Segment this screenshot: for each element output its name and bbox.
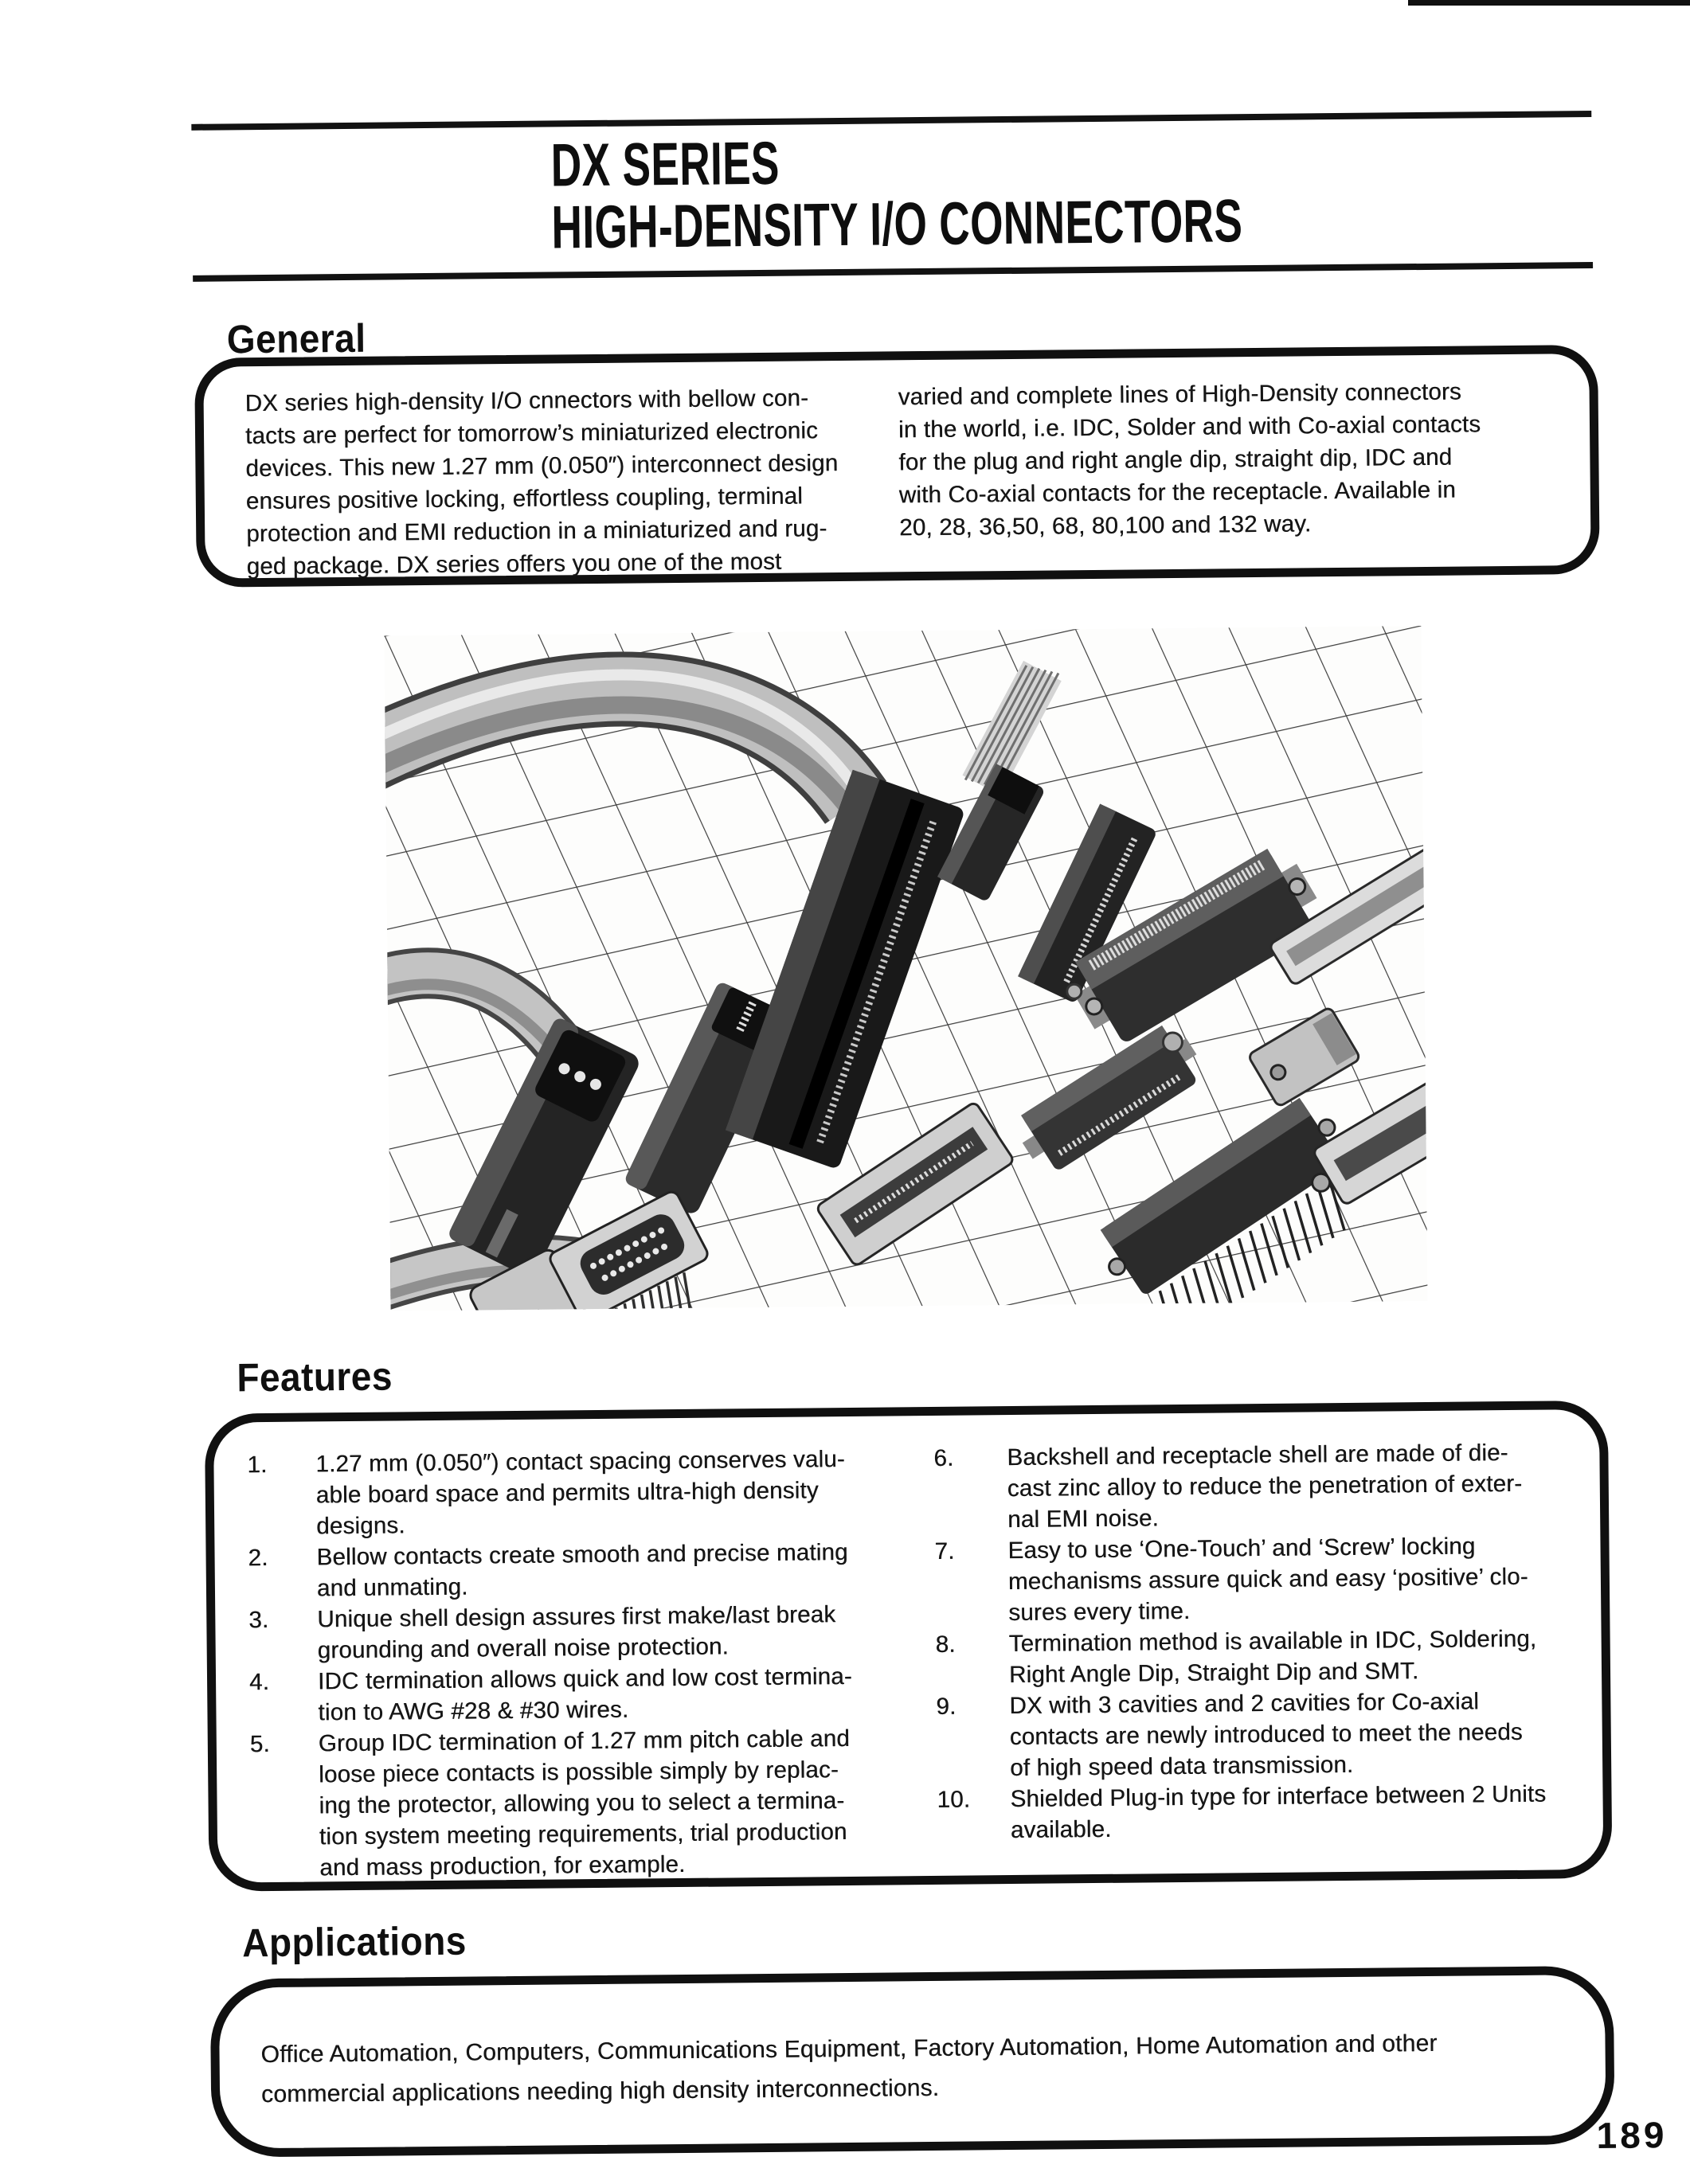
feature-number: 10. [937,1786,971,1813]
page-number: 189 [1596,2114,1668,2157]
page-title [550,126,1539,260]
header-rule-bottom [193,262,1593,282]
connectors-photo [384,626,1427,1311]
feature-item [937,1778,1582,1846]
feature-number: 7. [934,1537,955,1565]
feature-number: 5. [249,1730,271,1758]
features-box [205,1401,1613,1892]
feature-text: 1.27 mm (0.050″) contact spacing conserves valu- able board space and permits ultra-high density designs. [315,1446,846,1540]
general-text-col1: DX series high-density I/O cnnectors with bellow con- tacts are perfect for tomorrow’s miniaturized electronic devices. This new 1.27 mm (0.050″) interconnect design ensures positive locking, effortless coupling, terminal protection and EMI reduction in a miniaturized and rug- ged package. DX series offers you one of the most [245,385,839,580]
loose-screw [1163,1033,1182,1052]
feature-number: 9. [936,1693,956,1720]
feature-number: 1. [247,1451,268,1479]
feature-number: 8. [935,1631,956,1658]
feature-item [248,1536,935,1604]
general-heading: General [226,315,366,362]
features-heading: Features [237,1354,393,1401]
feature-item [935,1623,1581,1691]
feature-number: 4. [248,1668,270,1696]
applications-box [210,1966,1615,2158]
general-text-col2: varied and complete lines of High-Density connectors in the world, i.e. IDC, Solder and with Co-axial contacts for the plug and right angle dip, straight dip, IDC and with Co-axial contacts for the receptacle. Available in 20, 28, 36,50, 68, 80,100 and 132 way. [898,378,1481,541]
feature-text: Termination method is available in IDC, Soldering, Right Angle Dip, Straight Dip and SMT. [1008,1625,1537,1689]
feature-text: Group IDC termination of 1.27 mm pitch cable and loose piece contacts is possible simply by replac- ing the protector, allowing you to select a termina- tion system meeting requirements, trial production and mass production, for example. [318,1725,851,1881]
loose-nut [1067,984,1082,998]
general-box [194,345,1600,588]
feature-item [933,1436,1579,1536]
feature-text: IDC termination allows quick and low cost termina- tion to AWG #28 & #30 wires. [317,1662,852,1726]
title-line-2: HIGH-DENSITY I/O CONNECTORS [551,187,1243,262]
title-line-1: DX SERIES [550,129,780,200]
feature-number: 2. [248,1544,268,1572]
feature-text: Shielded Plug-in type for interface between 2 Units available. [1010,1780,1547,1844]
feature-item [934,1530,1580,1629]
feature-item [250,1722,938,1884]
applications-heading: Applications [241,1918,467,1966]
feature-text: Backshell and receptacle shell are made of die- cast zinc alloy to reduce the penetration of exter- nal EMI noise. [1007,1440,1523,1533]
feature-item [247,1443,934,1542]
feature-item [936,1685,1582,1784]
feature-text: Unique shell design assures first make/last break grounding and overall noise protection. [317,1601,836,1664]
applications-text: Office Automation, Computers, Communications Equipment, Factory Automation, Home Automation and other commercial applications needing high density interconnections. [260,2030,1438,2108]
features-col-right [933,1436,1582,1876]
feature-item [249,1660,937,1729]
feature-number: 3. [248,1606,269,1634]
feature-number: 6. [933,1444,954,1471]
feature-text: Bellow contacts create smooth and precise mating and unmating. [316,1538,848,1602]
features-col-left [247,1443,937,1882]
feature-item [248,1598,936,1666]
feature-text: Easy to use ‘One-Touch’ and ‘Screw’ locking mechanisms assure quick and easy ‘positive’ clo- sures every time. [1007,1533,1528,1627]
feature-text: DX with 3 cavities and 2 cavities for Co-axial contacts are newly introduced to meet the needs of high speed data transmission. [1009,1688,1523,1782]
